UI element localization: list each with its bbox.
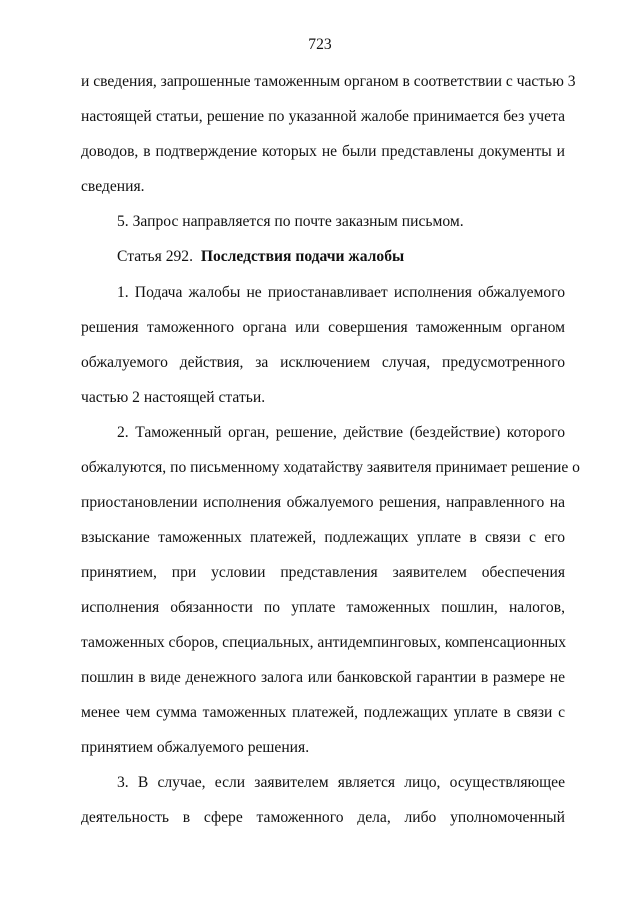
text-line: менее чем сумма таможенных платежей, подлежащих уплате в связи с [81,704,565,721]
text-line: 2. Таможенный орган, решение, действие (бездействие) которого [117,424,565,441]
text-line: принятием, при условии представления заявителем обеспечения [81,564,565,581]
text-line: решения таможенного органа или совершения таможенным органом [81,319,565,336]
text-line: пошлин в виде денежного залога или банковской гарантии в размере не [81,669,565,686]
text-line: 5. Запрос направляется по почте заказным письмом. [117,213,464,230]
text-line: приостановлении исполнения обжалуемого решения, направленного на [81,494,565,511]
text-line: доводов, в подтверждение которых не были представлены документы и [81,143,565,160]
article-heading [117,247,565,267]
article-number: Статья 292. [117,248,194,265]
text-line: взыскание таможенных платежей, подлежащих уплате в связи с его [81,529,565,546]
page-number: 723 [308,36,332,53]
article-title: Последствия подачи жалобы [200,248,405,265]
text-line: настоящей статьи, решение по указанной жалобе принимается без учета [81,108,565,125]
text-line: сведения. [81,178,145,195]
text-line: и сведения, запрошенные таможенным органом в соответствии с частью 3 [81,73,576,90]
text-line: обжалуемого действия, за исключением случая, предусмотренного [81,354,565,371]
text-line: принятием обжалуемого решения. [81,739,310,756]
text-line: частью 2 настоящей статьи. [81,389,266,406]
text-line: 3. В случае, если заявителем является лицо, осуществляющее [117,774,565,791]
text-line: исполнения обязанности по уплате таможенных пошлин, налогов, [81,599,565,616]
text-line: обжалуются, по письменному ходатайству заявителя принимает решение о [81,459,580,476]
text-line: таможенных сборов, специальных, антидемпинговых, компенсационных [81,634,567,651]
text-line: 1. Подача жалобы не приостанавливает исполнения обжалуемого [117,284,565,301]
text-line: деятельность в сфере таможенного дела, либо уполномоченный [81,809,565,826]
